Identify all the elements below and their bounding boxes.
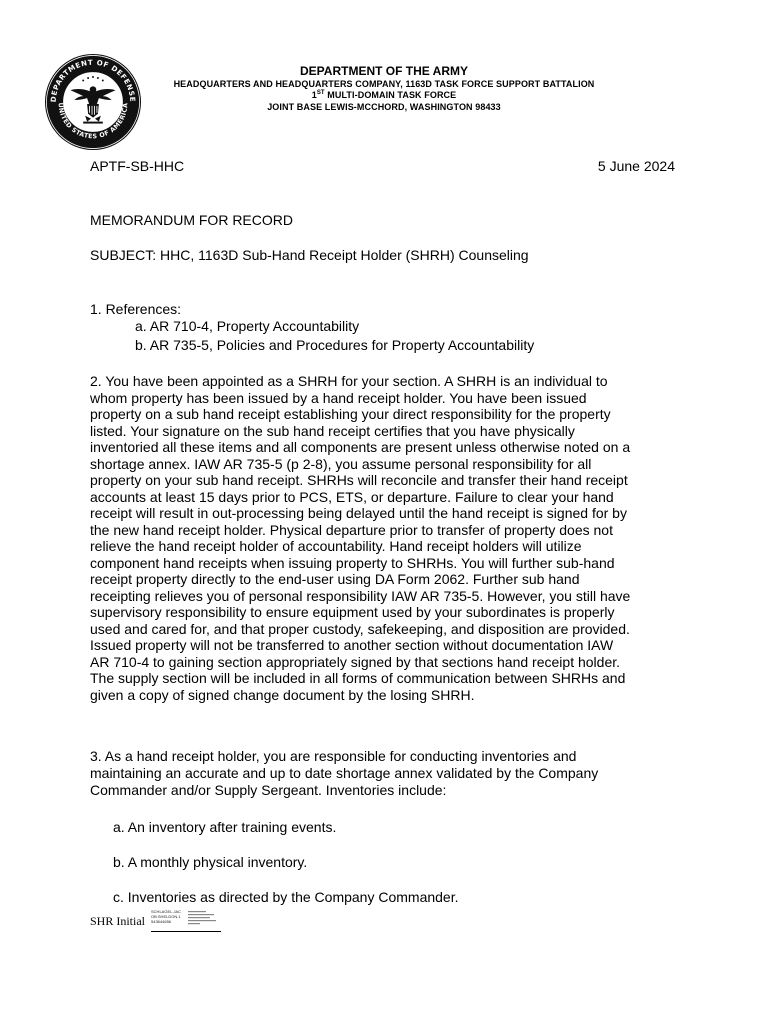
paragraph-line: receipt property directly to the end-user using DA Form 2062. Further sub hand bbox=[90, 571, 580, 587]
letterhead bbox=[120, 64, 648, 113]
paragraph-line: The supply section will be included in all forms of communication between SHRHs and bbox=[90, 670, 626, 686]
letterhead-command bbox=[120, 90, 648, 101]
paragraph-line: whom property has been issued by a hand receipt holder. You have been issued bbox=[90, 389, 587, 406]
shr-initial-label: SHR Initial bbox=[90, 914, 146, 928]
memo-date: 5 June 2024 bbox=[597, 158, 675, 174]
reference-item: a. AR 710-4, Property Accountability bbox=[135, 318, 360, 334]
signer-name-line: OB.SHELDON.1 bbox=[151, 914, 181, 919]
letterhead-address: JOINT BASE LEWIS-MCCHORD, WASHINGTON 98433 bbox=[267, 101, 501, 112]
paragraph-line: property on a sub hand receipt establishing your direct responsibility for the property bbox=[90, 406, 611, 422]
memorandum-for: MEMORANDUM FOR RECORD bbox=[90, 212, 293, 228]
signer-name-line: 543644656 bbox=[151, 919, 172, 924]
paragraph-line: relieve the hand receipt holder of accountability. Hand receipt holders will utilize bbox=[90, 538, 582, 554]
inventory-item: a. An inventory after training events. bbox=[113, 819, 337, 835]
paragraph-3 bbox=[90, 748, 690, 799]
paragraph-line: supervisory responsibility to ensure equipment used by your subordinates is properly bbox=[90, 604, 615, 620]
digital-signature-name bbox=[151, 909, 181, 924]
paragraph-line: receipting relieves you of personal responsibility IAW AR 735-5. However, you still have bbox=[90, 587, 631, 604]
paragraph-line: 2. You have been appointed as a SHRH for your section. A SHRH is an individual to bbox=[90, 373, 608, 389]
inventory-item: c. Inventories as directed by the Company Commander. bbox=[113, 889, 459, 905]
paragraph-line: shortage annex. IAW AR 735-5 (p 2-8), you assume personal responsibility for all bbox=[90, 455, 592, 472]
paragraph-line: used and cared for, and that proper custody, safekeeping, and disposition are provided. bbox=[90, 620, 630, 637]
paragraph-line: Issued property will not be transferred to another section without documentation IAW bbox=[90, 637, 614, 653]
paragraph-line: accounts at least 15 days prior to PCS, ETS, or departure. Failure to clear your hand bbox=[90, 488, 614, 505]
paragraph-line: given a copy of signed change document by the losing SHRH. bbox=[90, 686, 475, 703]
seal-top-text: DEPARTMENT OF DEFENSE bbox=[48, 57, 138, 103]
paragraph-line: the new hand receipt holder. Physical departure prior to transfer of property does not bbox=[90, 521, 613, 538]
letterhead-title: DEPARTMENT OF THE ARMY bbox=[300, 64, 468, 78]
letterhead-command-number: 1 bbox=[311, 90, 317, 101]
letterhead-unit: HEADQUARTERS AND HEADQUARTERS COMPANY, 1163D TASK FORCE SUPPORT BATTALION bbox=[173, 79, 595, 89]
inventory-item: b. A monthly physical inventory. bbox=[113, 854, 308, 870]
subject-line: SUBJECT: HHC, 1163D Sub-Hand Receipt Holder (SHRH) Counseling bbox=[90, 247, 529, 263]
reference-item: b. AR 735-5, Policies and Procedures for Property Accountability bbox=[135, 337, 535, 353]
paragraph-line: Commander and/or Supply Sergeant. Inventories include: bbox=[90, 782, 447, 798]
paragraph-2 bbox=[90, 373, 690, 703]
paragraph-line: component hand receipts when issuing property to SHRHs. You will further sub-hand bbox=[90, 554, 615, 571]
paragraph-line: property on your sub hand receipt. SHRHs will reconcile and transfer their hand receipt bbox=[90, 472, 628, 488]
references-heading: 1. References: bbox=[90, 301, 182, 317]
digital-signature[interactable] bbox=[151, 909, 221, 932]
paragraph-line: 3. As a hand receipt holder, you are responsible for conducting inventories and bbox=[90, 748, 577, 764]
digital-signature-details-icon bbox=[188, 910, 220, 930]
paragraph-line: inventoried all these items and all components are present unless otherwise noted on a bbox=[90, 439, 631, 455]
letterhead-command-name: MULTI-DOMAIN TASK FORCE bbox=[324, 90, 457, 101]
letterhead-command-ordinal: ST bbox=[316, 90, 325, 97]
paragraph-line: receipt will result in out-processing being delayed until the hand receipt is signed for by bbox=[90, 505, 627, 521]
paragraph-line: AR 710-4 to gaining section appropriately signed by that sections hand receipt holder. bbox=[90, 653, 621, 670]
office-symbol: APTF-SB-HHC bbox=[90, 158, 185, 174]
signer-name-line: SCHLAGEL.JAC bbox=[151, 909, 182, 914]
paragraph-line: listed. Your signature on the sub hand receipt certifies that you have physically bbox=[90, 422, 575, 439]
paragraph-line: maintaining an accurate and up to date shortage annex validated by the Company bbox=[90, 765, 599, 781]
seal-bottom-text: UNITED STATES OF AMERICA bbox=[56, 102, 130, 141]
